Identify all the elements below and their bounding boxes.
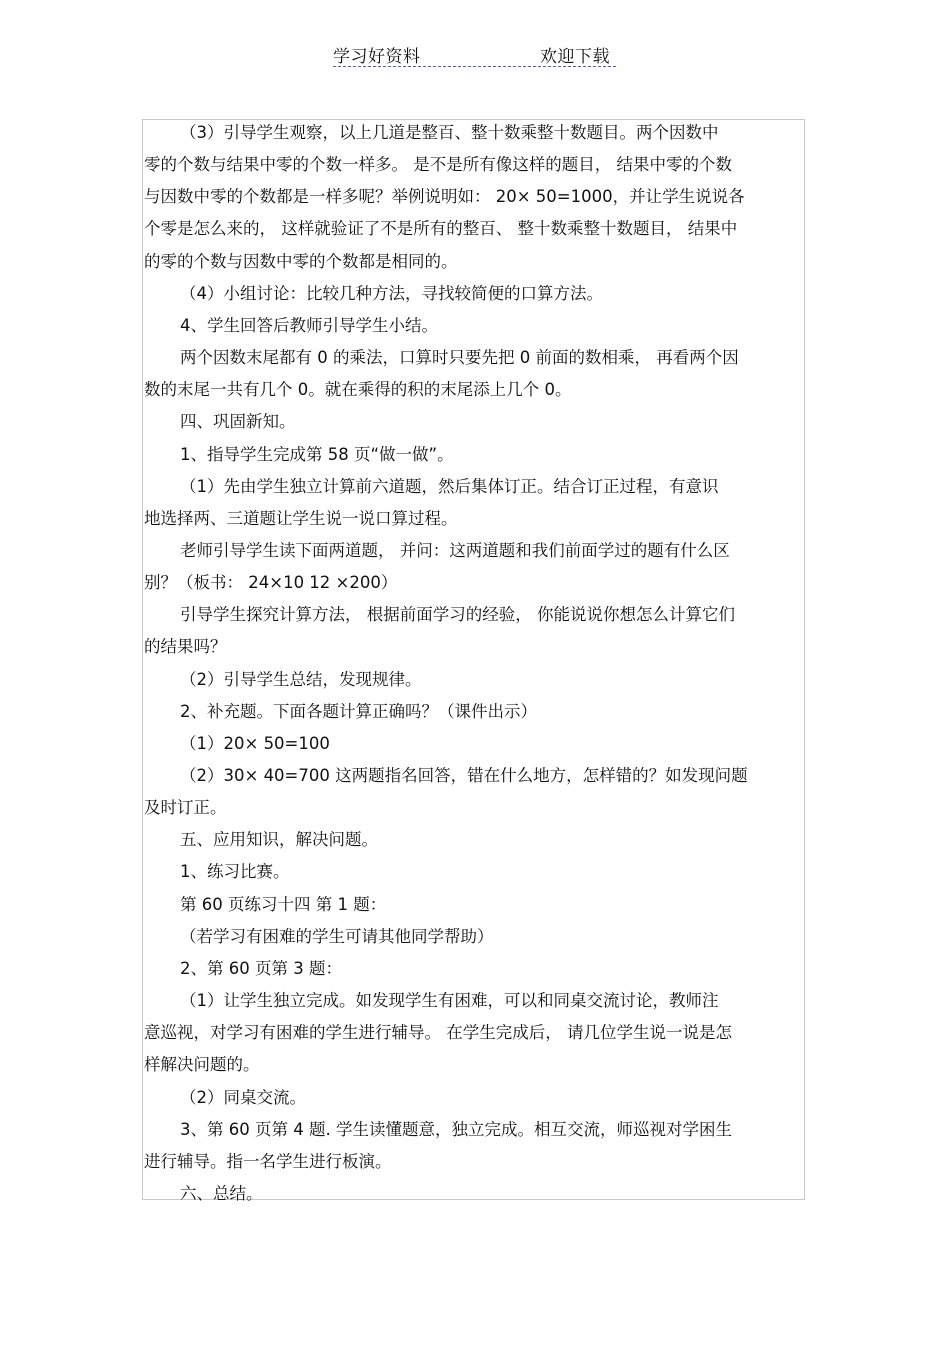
text-line: （3）引导学生观察，以上几道是整百、整十数乘整十数题目。两个因数中 (180, 123, 719, 142)
text-line: （1）先由学生独立计算前六道题，然后集体订正。结合订正过程，有意识 (180, 476, 719, 496)
header-left-text: 学习好资料 (333, 47, 421, 67)
text-line: 第 60 页练习十四 第 1 题： (180, 894, 387, 914)
text-line: 数的末尾一共有几个 0。就在乘得的积的末尾添上几个 0。 (144, 380, 572, 400)
text-line: 零的个数与结果中零的个数一样多。 是不是所有像这样的题目， 结果中零的个数 (144, 155, 732, 175)
text-line: （若学习有困难的学生可请其他同学帮助） (180, 926, 494, 946)
text-line: 老师引导学生读下面两道题， 并问：这两道题和我们前面学过的题有什么区 (180, 540, 730, 560)
text-line: 两个因数末尾都有 0 的乘法，口算时只要先把 0 前面的数相乘， 再看两个因 (180, 348, 739, 368)
header-right-text: 欢迎下载 (540, 47, 610, 67)
text-line: 1、练习比赛。 (180, 862, 290, 882)
text-line: 进行辅导。指一名学生进行板演。 (144, 1151, 392, 1171)
text-line: 4、学生回答后教师引导学生小结。 (180, 315, 438, 335)
text-line: 及时订正。 (144, 798, 227, 818)
text-line: （2）30× 40=700 这两题指名回答，错在什么地方，怎样错的？如发现问题 (180, 766, 748, 785)
text-line: 3、第 60 页第 4 题. 学生读懂题意，独立完成。相互交流，师巡视对学困生 (180, 1119, 732, 1139)
text-line: 1、指导学生完成第 58 页“做一做”。 (180, 444, 454, 464)
text-line: 样解决问题的。 (144, 1055, 260, 1075)
text-line: 的结果吗？ (144, 637, 227, 657)
text-line: 与因数中零的个数都是一样多呢？举例说明如： 20× 50=1000，并让学生说说各 (144, 187, 745, 207)
text-line: 六、总结。 (180, 1183, 263, 1203)
text-line: （2）同桌交流。 (180, 1087, 306, 1107)
text-line: 引导学生探究计算方法， 根据前面学习的经验， 你能说说你想怎么计算它们 (180, 605, 735, 625)
text-line: 个零是怎么来的， 这样就验证了不是所有的整百、 整十数乘整十数题目， 结果中 (144, 219, 738, 239)
text-line: （2）引导学生总结，发现规律。 (180, 669, 422, 689)
text-line: （1）让学生独立完成。如发现学生有困难，可以和同桌交流讨论，教师注 (180, 991, 719, 1011)
text-line: 2、第 60 页第 3 题： (180, 958, 342, 978)
text-line: （1）20× 50=100 (180, 733, 330, 753)
text-line: 2、补充题。下面各题计算正确吗？（课件出示） (180, 701, 537, 721)
page-header (333, 40, 616, 67)
text-line: 五、应用知识，解决问题。 (180, 830, 378, 850)
text-line: 的零的个数与因数中零的个数都是相同的。 (144, 251, 458, 271)
text-line: 意巡视，对学习有困难的学生进行辅导。 在学生完成后， 请几位学生说一说是怎 (144, 1023, 732, 1043)
text-line: 别？（板书： 24×10 12 ×200） (144, 573, 398, 593)
text-line: （4）小组讨论：比较几种方法，寻找较简便的口算方法。 (180, 283, 603, 303)
text-line: 四、巩固新知。 (180, 412, 296, 432)
text-line: 地选择两、三道题让学生说一说口算过程。 (144, 508, 458, 528)
